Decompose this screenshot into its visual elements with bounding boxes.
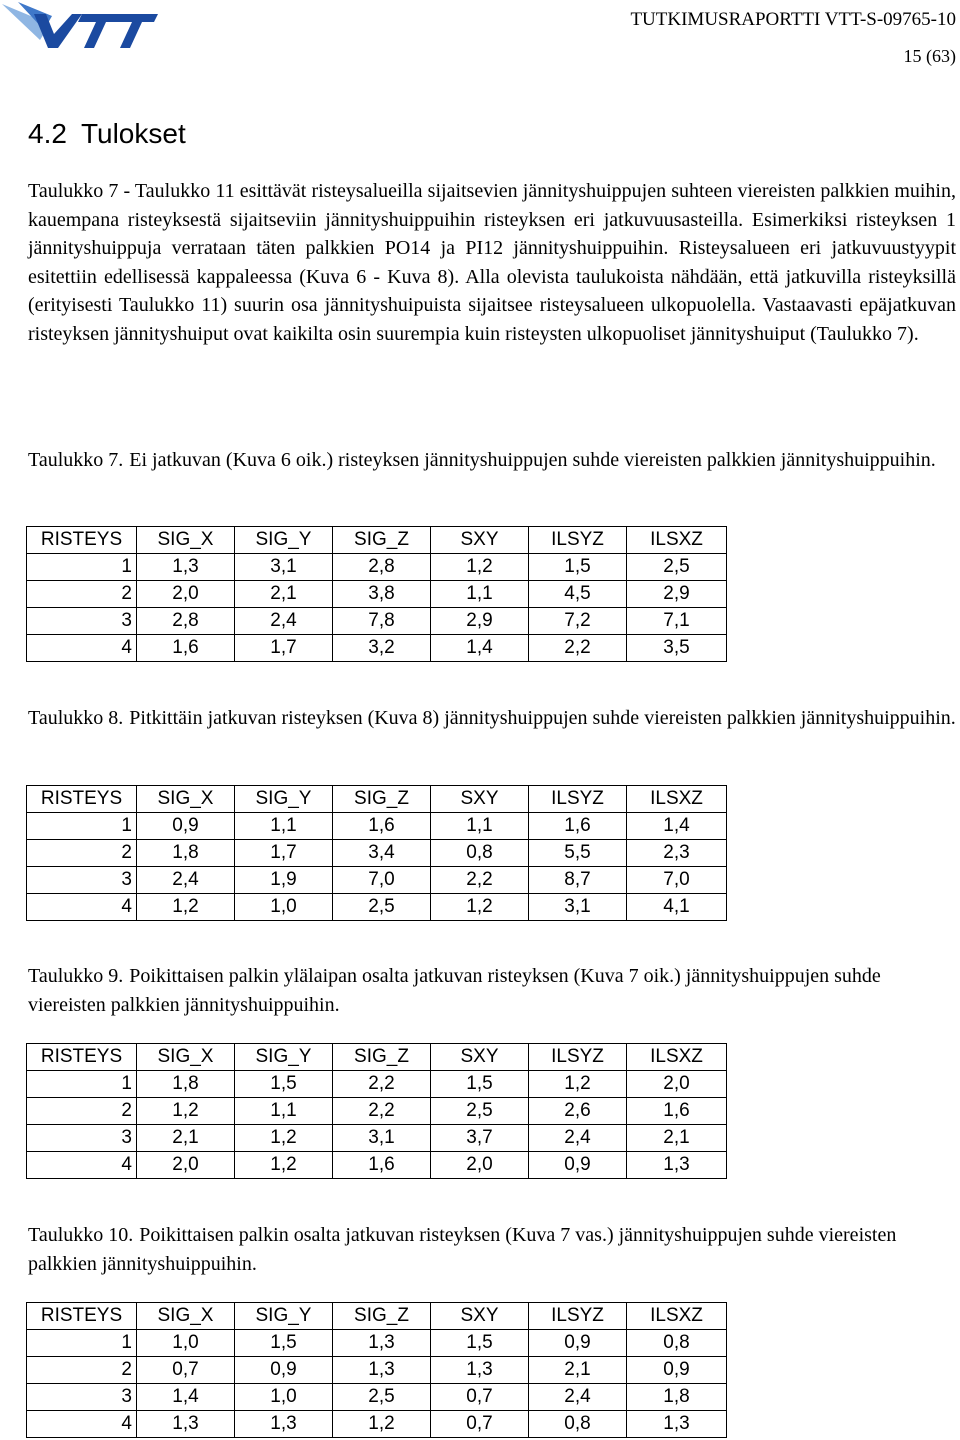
table-cell: 1,8 [627,1384,727,1411]
table-row [27,608,727,635]
column-header: ILSXZ [627,786,727,813]
table-cell: 2,1 [137,1125,235,1152]
table-cell: 2,0 [431,1152,529,1179]
table-cell: 7,8 [333,608,431,635]
table-cell: 0,9 [137,813,235,840]
column-header: SIG_Z [333,527,431,554]
table-cell: 2,1 [529,1357,627,1384]
column-header: SIG_Y [235,1303,333,1330]
table-cell: 1,8 [137,1071,235,1098]
table-cell: 1,9 [235,867,333,894]
table-cell: 3 [27,1384,137,1411]
table-9-label: Taulukko 9. [28,965,124,987]
table-cell: 1,2 [137,1098,235,1125]
table-cell: 1,4 [431,635,529,662]
table-cell: 1,5 [431,1071,529,1098]
table-cell: 1,7 [235,635,333,662]
table-cell: 1,0 [235,1384,333,1411]
table-header-row [27,786,727,813]
table-cell: 1,3 [137,554,235,581]
table-cell: 1,4 [627,813,727,840]
section-number: 4.2 [28,118,67,149]
table-cell: 1,3 [431,1357,529,1384]
column-header: ILSXZ [627,527,727,554]
table-cell: 2,0 [627,1071,727,1098]
table-cell: 2,0 [137,1152,235,1179]
table-cell: 1,2 [235,1152,333,1179]
column-header: SIG_Z [333,786,431,813]
table-9 [26,1043,727,1179]
table-10-label: Taulukko 10. [28,1224,134,1246]
table-cell: 3,8 [333,581,431,608]
table-cell: 4 [27,635,137,662]
table-7-caption [28,446,956,475]
table-cell: 1,7 [235,840,333,867]
table-cell: 7,1 [627,608,727,635]
table-cell: 3 [27,867,137,894]
table-cell: 1,5 [431,1330,529,1357]
table-cell: 2,2 [333,1071,431,1098]
table-cell: 2,8 [137,608,235,635]
table-cell: 3 [27,1125,137,1152]
table-cell: 2 [27,1357,137,1384]
table-7 [26,526,727,662]
table-cell: 1,5 [235,1071,333,1098]
table-row [27,581,727,608]
table-row [27,894,727,921]
table-10-caption [28,1221,956,1278]
table-cell: 2,9 [627,581,727,608]
table-cell: 1,1 [235,813,333,840]
table-cell: 2,9 [431,608,529,635]
page-number: 15 (63) [903,46,956,66]
table-row [27,1411,727,1438]
table-row [27,840,727,867]
table-7-caption-text: Ei jatkuvan (Kuva 6 oik.) risteyksen jännityshuippujen suhde viereisten palkkien jännityshuippuihin. [129,449,936,471]
table-header-row [27,527,727,554]
table-cell: 1,1 [431,813,529,840]
table-cell: 4 [27,1152,137,1179]
table-cell: 0,7 [137,1357,235,1384]
table-cell: 1,3 [333,1330,431,1357]
table-cell: 4 [27,894,137,921]
table-cell: 1 [27,813,137,840]
table-cell: 2,4 [529,1125,627,1152]
column-header: SIG_X [137,1303,235,1330]
table-cell: 1,6 [333,1152,431,1179]
column-header: SIG_Z [333,1303,431,1330]
column-header: ILSXZ [627,1303,727,1330]
table-8 [26,785,727,921]
table-9-caption-text: Poikittaisen palkin ylälaipan osalta jatkuvan risteyksen (Kuva 7 oik.) jännityshuippujen suhde viereisten palkkien jännityshuippuihin. [28,965,881,1016]
column-header: SXY [431,1044,529,1071]
table-cell: 2,5 [333,1384,431,1411]
table-cell: 0,9 [627,1357,727,1384]
table-cell: 1,6 [529,813,627,840]
table-cell: 4,1 [627,894,727,921]
table-cell: 2,1 [627,1125,727,1152]
column-header: SIG_X [137,786,235,813]
table-cell: 7,0 [627,867,727,894]
table-cell: 1,4 [137,1384,235,1411]
column-header: ILSXZ [627,1044,727,1071]
table-cell: 2 [27,581,137,608]
table-cell: 3,1 [235,554,333,581]
table-row [27,1098,727,1125]
column-header: RISTEYS [27,1303,137,1330]
table-cell: 2,3 [627,840,727,867]
column-header: SIG_X [137,527,235,554]
column-header: SIG_Y [235,527,333,554]
table-cell: 2,2 [529,635,627,662]
table-cell: 5,5 [529,840,627,867]
column-header: RISTEYS [27,527,137,554]
table-cell: 1,1 [235,1098,333,1125]
column-header: SIG_X [137,1044,235,1071]
column-header: RISTEYS [27,1044,137,1071]
table-row [27,1152,727,1179]
table-cell: 2,0 [137,581,235,608]
table-cell: 2,4 [529,1384,627,1411]
table-cell: 2 [27,840,137,867]
column-header: ILSYZ [529,527,627,554]
table-10 [26,1302,727,1438]
table-row [27,1330,727,1357]
table-cell: 1,5 [235,1330,333,1357]
section-title: Tulokset [80,118,186,149]
table-cell: 7,2 [529,608,627,635]
table-cell: 2,4 [137,867,235,894]
table-8-label: Taulukko 8. [28,707,124,729]
column-header: RISTEYS [27,786,137,813]
table-row [27,635,727,662]
section-heading [28,118,186,150]
table-cell: 3,2 [333,635,431,662]
table-8-caption [28,704,956,733]
table-cell: 1,3 [627,1411,727,1438]
table-header-row [27,1303,727,1330]
table-cell: 7,0 [333,867,431,894]
table-cell: 1,6 [333,813,431,840]
table-cell: 2,2 [431,867,529,894]
table-row [27,1384,727,1411]
table-cell: 1,2 [431,894,529,921]
table-cell: 1 [27,1071,137,1098]
table-cell: 2,2 [333,1098,431,1125]
table-cell: 0,7 [431,1384,529,1411]
table-cell: 1,3 [137,1411,235,1438]
vtt-logo [0,0,160,58]
table-cell: 0,9 [529,1152,627,1179]
column-header: SXY [431,1303,529,1330]
table-row [27,867,727,894]
table-cell: 0,8 [529,1411,627,1438]
table-row [27,1125,727,1152]
table-cell: 2,5 [627,554,727,581]
table-row [27,1357,727,1384]
table-cell: 1,1 [431,581,529,608]
table-row [27,1071,727,1098]
column-header: SXY [431,527,529,554]
table-cell: 8,7 [529,867,627,894]
table-cell: 2,4 [235,608,333,635]
table-cell: 0,9 [235,1357,333,1384]
table-cell: 1,6 [137,635,235,662]
table-cell: 2,5 [431,1098,529,1125]
table-cell: 2 [27,1098,137,1125]
table-cell: 1,5 [529,554,627,581]
table-cell: 2,1 [235,581,333,608]
table-7-label: Taulukko 7. [28,449,124,471]
table-8-caption-text: Pitkittäin jatkuvan risteyksen (Kuva 8) jännityshuippujen suhde viereisten palkkien jännityshuippuihin. [129,707,956,729]
table-cell: 1,2 [333,1411,431,1438]
column-header: ILSYZ [529,1303,627,1330]
table-cell: 1,2 [529,1071,627,1098]
report-id: TUTKIMUSRAPORTTI VTT-S-09765-10 [630,9,956,30]
table-cell: 1,3 [235,1411,333,1438]
table-cell: 1,0 [137,1330,235,1357]
table-row [27,813,727,840]
table-cell: 0,8 [431,840,529,867]
table-cell: 3 [27,608,137,635]
table-cell: 3,5 [627,635,727,662]
column-header: SIG_Z [333,1044,431,1071]
table-cell: 1 [27,554,137,581]
table-cell: 3,1 [333,1125,431,1152]
column-header: ILSYZ [529,786,627,813]
table-cell: 0,8 [627,1330,727,1357]
table-cell: 2,6 [529,1098,627,1125]
table-cell: 1,0 [235,894,333,921]
table-cell: 2,5 [333,894,431,921]
table-cell: 1,2 [431,554,529,581]
table-cell: 1,3 [627,1152,727,1179]
table-10-caption-text: Poikittaisen palkin osalta jatkuvan risteyksen (Kuva 7 vas.) jännityshuippujen suhde viereisten palkkien jännityshuippuihin. [28,1224,897,1275]
table-cell: 1,8 [137,840,235,867]
table-cell: 1,2 [235,1125,333,1152]
intro-paragraph: Taulukko 7 - Taulukko 11 esittävät risteysalueilla sijaitsevien jännityshuippujen suhteen viereisten palkkien muihin, kauempana risteyksestä sijaitseviin jännityshuippuihin risteyksen eri jatkuvuusasteilla. Esimerkiksi risteyksen 1 jännityshuippuja verrataan täten palkkien PO14 ja PI12 jännityshuippuihin. Risteysalueen eri jatkuvuustyypit esitettiin edellisessä kappaleessa (Kuva 6 - Kuva 8). Alla olevista taulukoista nähdään, että jatkuvilla risteyksillä (erityisesti Taulukko 11) suurin osa jännityshuipuista sijaitsee risteysalueen ulkopuolella. Vastaavasti epäjatkuvan risteyksen jännityshuiput ovat kaikilta osin suurempia kuin risteysten ulkopuoliset jännityshuiput (Taulukko 7). [28,180,956,345]
table-9-caption [28,962,956,1019]
table-cell: 3,4 [333,840,431,867]
table-header-row [27,1044,727,1071]
table-cell: 1,2 [137,894,235,921]
table-cell: 1,3 [333,1357,431,1384]
table-row [27,554,727,581]
table-cell: 0,9 [529,1330,627,1357]
table-cell: 4,5 [529,581,627,608]
table-cell: 0,7 [431,1411,529,1438]
column-header: SXY [431,786,529,813]
table-cell: 4 [27,1411,137,1438]
column-header: SIG_Y [235,1044,333,1071]
table-cell: 1,6 [627,1098,727,1125]
table-cell: 1 [27,1330,137,1357]
column-header: ILSYZ [529,1044,627,1071]
table-cell: 2,8 [333,554,431,581]
table-cell: 3,1 [529,894,627,921]
table-cell: 3,7 [431,1125,529,1152]
column-header: SIG_Y [235,786,333,813]
